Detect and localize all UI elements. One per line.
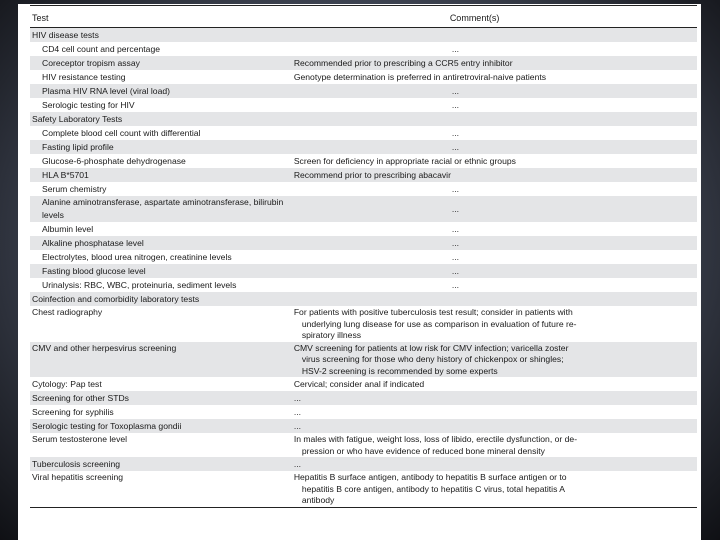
comment-cell (292, 196, 697, 222)
test-label: HIV resistance testing (42, 71, 126, 82)
comment-text: ... (451, 141, 459, 152)
comment-text: ... (451, 251, 459, 262)
comment-line: Hepatitis B surface antigen, antibody to hepatitis B surface antigen or to (293, 472, 567, 482)
comment-cell (292, 419, 697, 433)
comment-line: In males with fatigue, weight loss, loss of libido, erectile dysfunction, or de- (293, 434, 578, 444)
test-label: Serum chemistry (42, 183, 107, 194)
test-cell (30, 168, 292, 182)
comment-text: ... (451, 99, 459, 110)
test-label: Alanine aminotransferase, aspartate aminotransferase, bilirubin levels (42, 197, 284, 220)
test-label: Alkaline phosphatase level (42, 237, 144, 248)
table-row (30, 84, 697, 98)
comment-text: ... (451, 279, 459, 290)
test-cell (30, 140, 292, 154)
comment-cell (292, 433, 697, 457)
lab-tests-table (30, 5, 697, 508)
test-label: HIV disease tests (32, 29, 99, 40)
test-label: Complete blood cell count with differential (42, 127, 201, 138)
test-cell (30, 471, 292, 507)
table-row (30, 70, 697, 84)
test-cell (30, 56, 292, 70)
comment-text: ... (451, 203, 459, 214)
comment-cell (292, 222, 697, 236)
comment-cell (292, 140, 697, 154)
comment-cell (292, 154, 697, 168)
comment-text: ... (293, 420, 301, 431)
test-cell (30, 292, 292, 306)
table-row (30, 168, 697, 182)
comment-text: Genotype determination is preferred in antiretroviral-naive patients (293, 71, 547, 82)
test-label: Serologic testing for HIV (42, 99, 135, 110)
table-body (30, 28, 697, 508)
test-label: Electrolytes, blood urea nitrogen, creatinine levels (42, 251, 232, 262)
test-label: Fasting lipid profile (42, 141, 114, 152)
test-label: HLA B*5701 (42, 169, 89, 180)
comment-line: spiratory illness (301, 330, 362, 340)
test-cell (30, 405, 292, 419)
comment-cell (292, 342, 697, 378)
test-label: CD4 cell count and percentage (42, 43, 161, 54)
test-cell (30, 42, 292, 56)
test-label: Serologic testing for Toxoplasma gondii (32, 420, 182, 431)
test-label: Plasma HIV RNA level (viral load) (42, 85, 170, 96)
table-row (30, 222, 697, 236)
table-row (30, 433, 697, 457)
comment-line: pression or who have evidence of reduced bone mineral density (301, 445, 545, 456)
comment-cell (292, 405, 697, 419)
document-page (18, 4, 701, 540)
comment-text: ... (451, 265, 459, 276)
comment-cell (292, 56, 697, 70)
comment-text: ... (451, 43, 459, 54)
test-label: Cytology: Pap test (32, 378, 102, 389)
comment-cell (292, 457, 697, 471)
comment-cell (292, 168, 697, 182)
comment-cell (292, 126, 697, 140)
table-row (30, 182, 697, 196)
table-row (30, 306, 697, 342)
table-row (30, 471, 697, 507)
table-row (30, 56, 697, 70)
table-row (30, 42, 697, 56)
test-cell (30, 154, 292, 168)
header-comment: Comment(s) (292, 6, 697, 28)
comment-text: ... (451, 223, 459, 234)
comment-text: Cervical; consider anal if indicated (293, 378, 425, 389)
test-label: Coinfection and comorbidity laboratory tests (32, 293, 200, 304)
comment-line: CMV screening for patients at low risk for CMV infection; varicella zoster (293, 342, 569, 353)
table-row (30, 112, 697, 126)
comment-cell (292, 84, 697, 98)
test-cell (30, 306, 292, 342)
comment-cell (292, 306, 697, 342)
test-cell (30, 70, 292, 84)
table-row (30, 264, 697, 278)
comment-cell (292, 182, 697, 196)
table-row (30, 250, 697, 264)
test-label: Coreceptor tropism assay (42, 57, 140, 68)
test-label: Safety Laboratory Tests (32, 113, 123, 124)
test-cell (30, 222, 292, 236)
comment-cell (292, 250, 697, 264)
comment-text: ... (451, 183, 459, 194)
test-cell (30, 377, 292, 391)
test-cell (30, 419, 292, 433)
test-cell (30, 84, 292, 98)
table-row (30, 28, 697, 43)
comment-cell (292, 377, 697, 391)
comment-text: ... (293, 392, 301, 403)
test-cell (30, 182, 292, 196)
comment-line: virus screening for those who deny history of chickenpox or shingles; (301, 354, 564, 364)
test-cell (30, 250, 292, 264)
test-label: Fasting blood glucose level (42, 265, 146, 276)
comment-cell (292, 98, 697, 112)
comment-line: underlying lung disease for use as comparison in evaluation of future re- (301, 318, 577, 329)
test-cell (30, 278, 292, 292)
comment-cell (292, 264, 697, 278)
test-cell (30, 457, 292, 471)
test-label: Albumin level (42, 223, 94, 234)
test-cell (30, 28, 292, 43)
test-label: Viral hepatitis screening (32, 472, 124, 482)
table-row (30, 236, 697, 250)
comment-text: Screen for deficiency in appropriate racial or ethnic groups (293, 155, 516, 166)
comment-text: ... (293, 458, 301, 469)
table-row (30, 342, 697, 378)
test-label: Tuberculosis screening (32, 458, 121, 469)
test-label: Urinalysis: RBC, WBC, proteinuria, sediment levels (42, 279, 237, 290)
table-row (30, 126, 697, 140)
comment-cell (292, 236, 697, 250)
table-row (30, 154, 697, 168)
table-row (30, 292, 697, 306)
comment-line: HSV-2 screening is recommended by some experts (301, 365, 498, 376)
comment-text: Recommend prior to prescribing abacavir (293, 169, 451, 180)
test-cell (30, 126, 292, 140)
test-label: Serum testosterone level (32, 434, 128, 444)
comment-cell (292, 391, 697, 405)
test-label: CMV and other herpesvirus screening (32, 342, 177, 353)
comment-line: For patients with positive tuberculosis test result; consider in patients with (293, 307, 573, 317)
table-header (30, 6, 697, 28)
test-label: Screening for other STDs (32, 392, 129, 403)
table-row (30, 377, 697, 391)
test-cell (30, 342, 292, 378)
test-cell (30, 391, 292, 405)
table-row (30, 140, 697, 154)
test-cell (30, 433, 292, 457)
table-row (30, 278, 697, 292)
table-row (30, 457, 697, 471)
comment-cell (292, 292, 697, 306)
comment-cell (292, 471, 697, 507)
test-cell (30, 98, 292, 112)
comment-text: ... (451, 127, 459, 138)
table-row (30, 405, 697, 419)
comment-line: hepatitis B core antigen, antibody to hepatitis C virus, total hepatitis A (301, 483, 566, 494)
comment-cell (292, 28, 697, 43)
comment-text: ... (451, 85, 459, 96)
comment-cell (292, 278, 697, 292)
header-test: Test (30, 6, 292, 28)
test-label: Glucose-6-phosphate dehydrogenase (42, 155, 186, 166)
table-row (30, 196, 697, 222)
comment-cell (292, 70, 697, 84)
comment-text: Recommended prior to prescribing a CCR5 entry inhibitor (293, 57, 513, 68)
comment-text: ... (451, 237, 459, 248)
table-row (30, 391, 697, 405)
test-label: Screening for syphilis (32, 406, 114, 417)
comment-text: ... (293, 406, 301, 417)
comment-line: antibody (301, 495, 335, 505)
comment-cell (292, 112, 697, 126)
table-row (30, 419, 697, 433)
table-row (30, 98, 697, 112)
test-label: Chest radiography (32, 307, 103, 317)
test-cell (30, 264, 292, 278)
test-cell (30, 236, 292, 250)
comment-cell (292, 42, 697, 56)
test-cell (30, 112, 292, 126)
test-cell (30, 196, 292, 222)
